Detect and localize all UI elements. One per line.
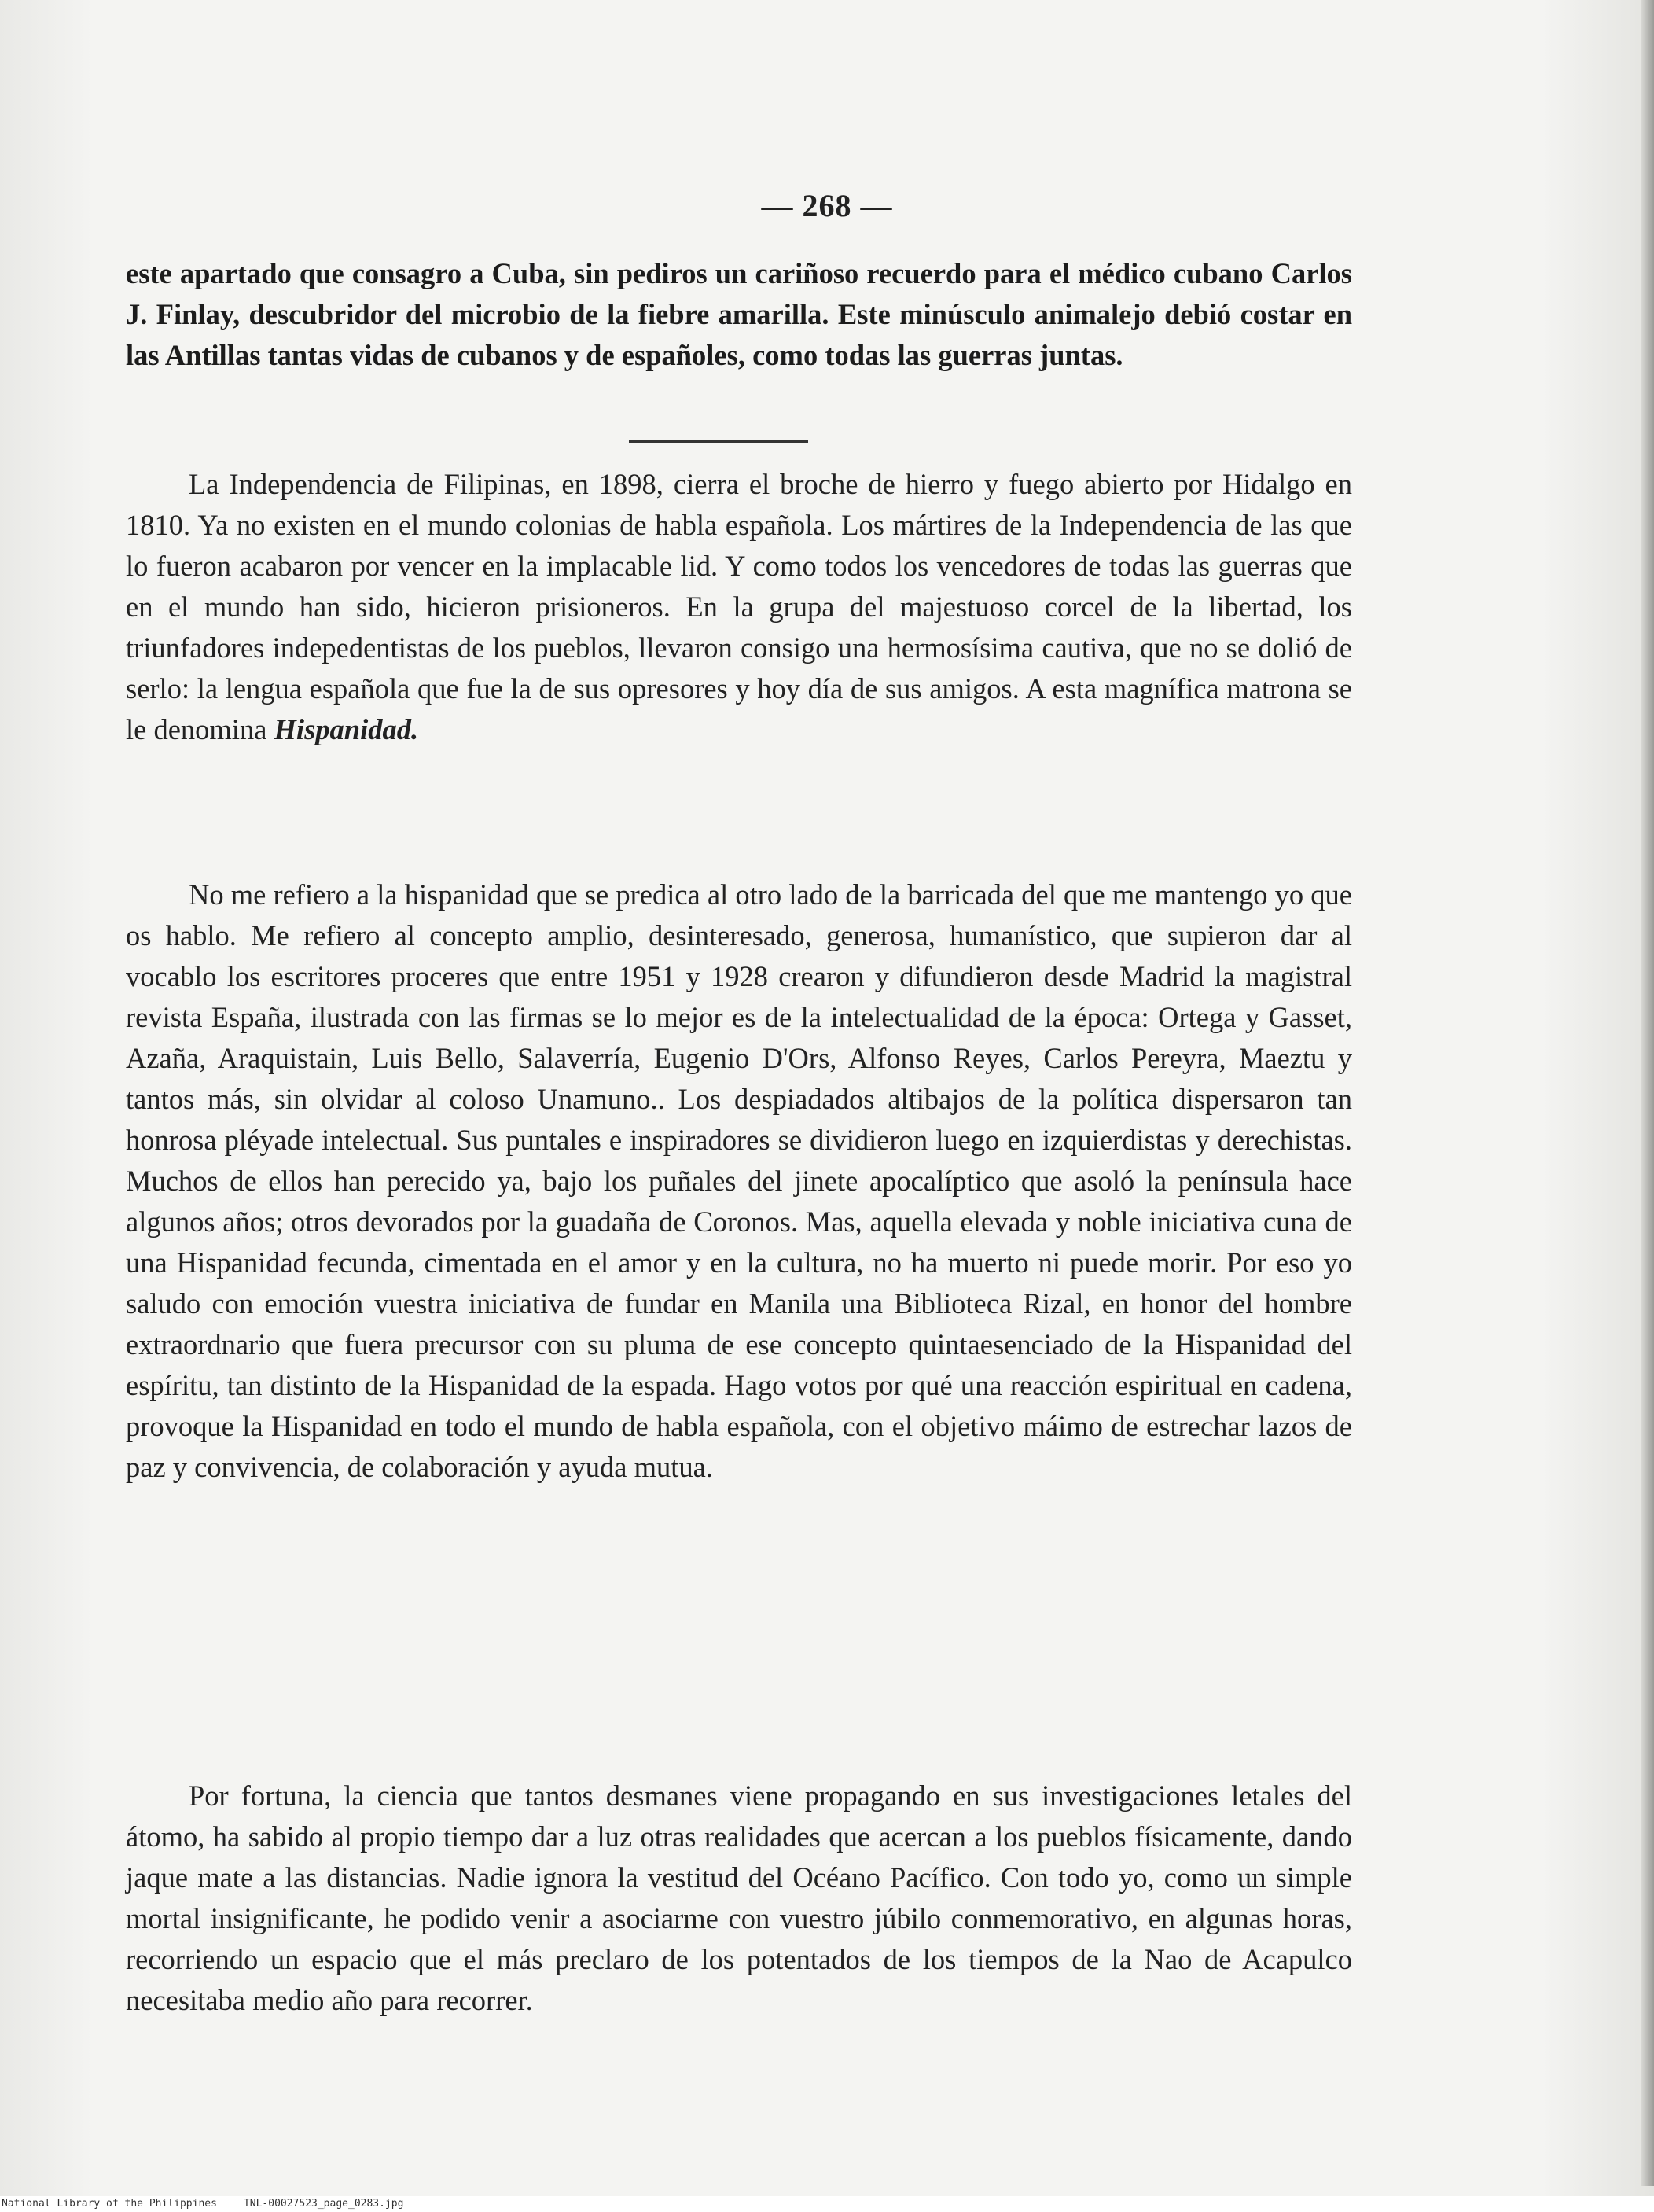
- scan-right-edge: [1641, 0, 1654, 2186]
- section-separator: [629, 440, 808, 443]
- opening-paragraph: este apartado que consagro a Cuba, sin pediros un cariñoso recuerdo para el médico cubano Carlos J. Finlay, descubridor del microbio de la fiebre amarilla. Este minúsculo animalejo debió costar en las Antillas tantas vidas de cubanos y de españoles, como todas las guerras juntas.: [126, 257, 1352, 371]
- page-number: — 268 —: [761, 188, 893, 223]
- footer-file-id: TNL-00027523_page_0283.jpg: [243, 2198, 404, 2210]
- paragraph-text: La Independencia de Filipinas, en 1898, cierra el broche de hierro y fuego abierto por Hidalgo en 1810. Ya no existen en el mundo colonias de habla española. Los mártires de la Independencia de las que lo fueron acabaron por vencer en la implacable lid. Y como todos los vencedores de todas las guerras que en el mundo han sido, hicieron prisioneros. En la grupa del majestuoso corcel de la libertad, los triunfadores indepedentistas de los pueblos, llevaron consigo una hermosísima cautiva, que no se dolió de serlo: la lengua española que fue la de sus opresores y hoy día de sus amigos. A esta magnífica matrona se le denomina: [126, 468, 1352, 745]
- footer-library: National Library of the Philippines: [2, 2198, 217, 2210]
- scan-footer: [0, 2196, 1654, 2212]
- paragraph-hispanidad: No me refiero a la hispanidad que se predica al otro lado de la barricada del que me mantengo yo que os hablo. Me refiero al concepto amplio, desinteresado, generosa, humanístico, que supieron dar al vocablo los escritores proceres que entre 1951 y 1928 crearon y difundieron desde Madrid la magistral revista España, ilustrada con las firmas se lo mejor es de la intelectualidad de la época: Ortega y Gasset, Azaña, Araquistain, Luis Bello, Salaverría, Eugenio D'Ors, Alfonso Reyes, Carlos Pereyra, Maeztu y tantos más, sin olvidar al coloso Unamuno.. Los despiadados altibajos de la política dispersaron tan honrosa pléyade intelectual. Sus puntales e inspiradores se dividieron luego en izquierdistas y derechistas. Muchos de ellos han perecido ya, bajo los puñales del jinete apocalíptico que asoló la península hace algunos años; otros devorados por la guadaña de Coronos. Mas, aquella elevada y noble iniciativa cuna de una Hispanidad fecunda, cimentada en el amor y en la cultura, no ha muerto ni puede morir. Por eso yo saludo con emoción vuestra iniciativa de fundar en Manila una Biblioteca Rizal, en honor del hombre extraordnario que fuera precursor con su pluma de ese concepto quintaesenciado de la Hispanidad del espíritu, tan distinto de la Hispanidad de la espada. Hago votos por qué una reacción espiritual en cadena, provoque la Hispanidad en todo el mundo de habla española, con el objetivo máimo de estrechar lazos de paz y convivencia, de colaboración y ayuda mutua.: [126, 878, 1352, 1483]
- paragraph-fortuna: Por fortuna, la ciencia que tantos desmanes viene propagando en sus investigaciones letales del átomo, ha sabido al propio tiempo dar a luz otras realidades que acercan a los pueblos físicamente, dando jaque mate a las distancias. Nadie ignora la vestitud del Océano Pacífico. Con todo yo, como un simple mortal insignificante, he podido venir a asociarme con vuestro júbilo conmemorativo, en algunas horas, recorriendo un espacio que el más preclaro de los potentados de los tiempos de la Nao de Acapulco necesitaba medio año para recorrer.: [126, 1780, 1352, 2016]
- paragraph-independencia: [126, 464, 1352, 750]
- emphasis-hispanidad: Hispanidad.: [274, 713, 419, 745]
